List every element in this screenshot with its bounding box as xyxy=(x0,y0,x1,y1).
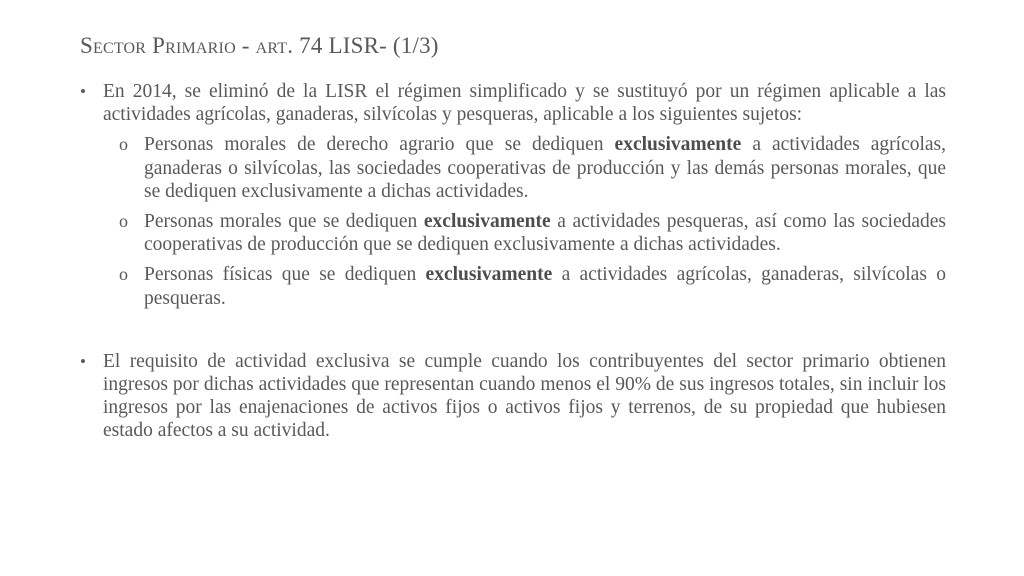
circle-bullet-icon: o xyxy=(119,134,128,155)
circle-bullet-icon: o xyxy=(119,211,128,232)
sub-item-text-after: a actividades agrícolas, ganaderas o silvícolas, las sociedades cooperativas de producción y las demás personas morales, que se dediquen exclusivamente a dichas actividades. xyxy=(144,134,947,202)
bullet-item-2 xyxy=(80,350,946,443)
bullet-dot-icon: • xyxy=(80,82,86,101)
sub-item-text-before: Personas morales que se dediquen xyxy=(144,211,424,233)
sub-item-3 xyxy=(80,263,946,309)
bullet-dot-icon: • xyxy=(80,351,86,371)
sub-item-text-after: a actividades agrícolas, ganaderas, silvícolas o pesqueras. xyxy=(144,264,946,309)
sub-item-1 xyxy=(80,133,946,203)
sub-item-emphasis: exclusivamente xyxy=(614,134,742,156)
sub-item-text-before: Personas morales de derecho agrario que se dediquen xyxy=(144,134,615,156)
bullet-text: En 2014, se eliminó de la LISR el régimen simplificado y se sustituyó por un régimen aplicable a las actividades agrícolas, ganaderas, silvícolas y pesqueras, aplicable a los siguientes sujetos: xyxy=(103,81,946,126)
bullet-item-1 xyxy=(80,80,946,126)
slide-body xyxy=(80,80,946,443)
sub-item-emphasis: exclusivamente xyxy=(423,211,551,233)
bullet-text: El requisito de actividad exclusiva se cumple cuando los contribuyentes del sector primario obtienen ingresos por dichas actividades que representan cuando menos el 90% de sus ingresos totales, sin incluir los ingresos por las enajenaciones de activos fijos o activos fijos y terrenos, de su propiedad que hubiesen estado afectos a su actividad. xyxy=(103,350,946,442)
sub-item-text-before: Personas físicas que se dediquen xyxy=(144,264,426,286)
sub-item-text-after: a actividades pesqueras, así como las sociedades cooperativas de producción que se dediquen exclusivamente a dichas actividades. xyxy=(144,211,946,256)
sub-item-2 xyxy=(80,210,946,256)
sub-item-emphasis: exclusivamente xyxy=(425,264,553,286)
slide-title: Sector Primario - art. 74 LISR- (1/3) xyxy=(80,33,439,58)
circle-bullet-icon: o xyxy=(119,264,128,285)
